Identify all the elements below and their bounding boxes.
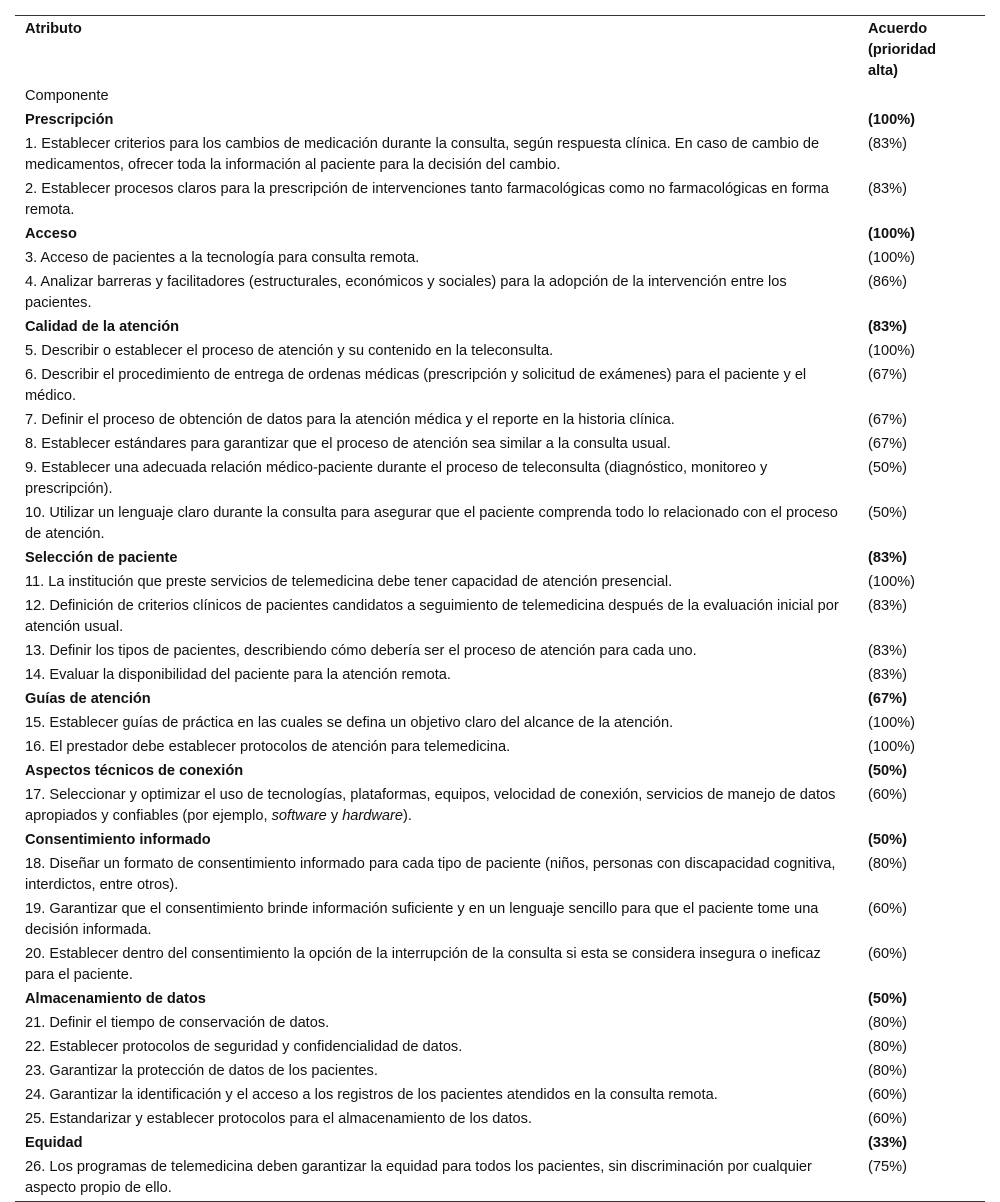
category-row (15, 1132, 985, 1156)
table-row (15, 712, 985, 736)
category-pct: (50%) (868, 763, 907, 779)
item-text: 10. Utilizar un lenguaje claro durante la consulta para asegurar que el paciente comprenda todo lo relacionado con el proceso de atención. (25, 505, 838, 542)
table-row (15, 1012, 985, 1036)
table-wrapper (15, 15, 985, 1202)
header-acuerdo-line: Acuerdo (868, 21, 928, 37)
item-text: 17. Seleccionar y optimizar el uso de tecnologías, plataformas, equipos, velocidad de conexión, servicios de manejo de datos apropiados y confiables (por ejemplo, software y hardware). (25, 787, 836, 824)
table-row (15, 457, 985, 502)
item-text: 4. Analizar barreras y facilitadores (estructurales, económicos y sociales) para la adopción de la intervención entre los pacientes. (25, 274, 787, 311)
category-title: Consentimiento informado (25, 832, 211, 848)
item-text: 11. La institución que preste servicios de telemedicina debe tener capacidad de atención presencial. (25, 574, 673, 590)
item-pct: (50%) (868, 505, 907, 521)
item-pct: (60%) (868, 946, 907, 962)
table-row (15, 271, 985, 316)
item-pct: (86%) (868, 274, 907, 290)
header-row (15, 16, 985, 85)
header-acuerdo-line: (prioridad (868, 42, 937, 58)
table-row (15, 1036, 985, 1060)
table-row (15, 1084, 985, 1108)
componente-row (15, 84, 985, 109)
item-text: 20. Establecer dentro del consentimiento la opción de la interrupción de la consulta si esta se considera insegura o ineficaz para el paciente. (25, 946, 821, 983)
table-row (15, 640, 985, 664)
category-row (15, 109, 985, 133)
table-body (15, 84, 985, 1202)
table-row (15, 736, 985, 760)
item-pct: (60%) (868, 787, 907, 803)
category-pct: (100%) (868, 112, 916, 128)
category-row (15, 316, 985, 340)
table-row (15, 247, 985, 271)
table-row (15, 853, 985, 898)
category-pct: (83%) (868, 550, 907, 566)
item-pct: (80%) (868, 1015, 907, 1031)
category-title: Acceso (25, 226, 77, 242)
item-text: 7. Definir el proceso de obtención de datos para la atención médica y el reporte en la historia clínica. (25, 412, 675, 428)
item-pct: (100%) (868, 343, 916, 359)
category-title: Guías de atención (25, 691, 151, 707)
category-row (15, 829, 985, 853)
category-row (15, 223, 985, 247)
item-text: 15. Establecer guías de práctica en las cuales se defina un objetivo claro del alcance de la atención. (25, 715, 674, 731)
category-title: Aspectos técnicos de conexión (25, 763, 244, 779)
item-pct: (83%) (868, 667, 907, 683)
category-pct: (83%) (868, 319, 907, 335)
item-pct: (83%) (868, 643, 907, 659)
table-row (15, 133, 985, 178)
table-row (15, 364, 985, 409)
table-row (15, 898, 985, 943)
item-text: 6. Describir el procedimiento de entrega de ordenas médicas (prescripción y solicitud de exámenes) para el paciente y el médico. (25, 367, 807, 404)
item-pct: (75%) (868, 1159, 907, 1175)
category-pct: (50%) (868, 991, 907, 1007)
item-text: 2. Establecer procesos claros para la prescripción de intervenciones tanto farmacológicas como no farmacológicas en forma remota. (25, 181, 829, 218)
category-row (15, 547, 985, 571)
item-text: 8. Establecer estándares para garantizar que el proceso de atención sea similar a la consulta usual. (25, 436, 671, 452)
table-row (15, 502, 985, 547)
item-text: 3. Acceso de pacientes a la tecnología para consulta remota. (25, 250, 420, 266)
item-pct: (100%) (868, 250, 916, 266)
table-row (15, 340, 985, 364)
item-pct: (100%) (868, 715, 916, 731)
item-text: 14. Evaluar la disponibilidad del paciente para la atención remota. (25, 667, 451, 683)
componente-label: Componente (25, 88, 109, 104)
item-pct: (100%) (868, 574, 916, 590)
item-pct: (100%) (868, 739, 916, 755)
item-pct: (80%) (868, 1039, 907, 1055)
category-title: Selección de paciente (25, 550, 178, 566)
item-text: 9. Establecer una adecuada relación médico-paciente durante el proceso de teleconsulta (diagnóstico, monitoreo y prescripción). (25, 460, 768, 497)
category-pct: (50%) (868, 832, 907, 848)
table-row (15, 943, 985, 988)
item-text: 12. Definición de criterios clínicos de pacientes candidatos a seguimiento de telemedicina después de la evaluación inicial por atención usual. (25, 598, 839, 635)
item-text: 1. Establecer criterios para los cambios de medicación durante la consulta, según respuesta clínica. En caso de cambio de medicamentos, ofrecer toda la información al paciente para la decisión del cambio. (25, 136, 820, 173)
item-text: 24. Garantizar la identificación y el acceso a los registros de los pacientes atendidos en la consulta remota. (25, 1087, 718, 1103)
table-row (15, 664, 985, 688)
item-text: 16. El prestador debe establecer protocolos de atención para telemedicina. (25, 739, 511, 755)
table-row (15, 784, 985, 829)
item-pct: (67%) (868, 367, 907, 383)
item-pct: (83%) (868, 136, 907, 152)
item-text: 18. Diseñar un formato de consentimiento informado para cada tipo de paciente (niños, personas con discapacidad cognitiva, interdictos, entre otros). (25, 856, 836, 893)
item-pct: (67%) (868, 412, 907, 428)
table-row (15, 409, 985, 433)
table-row (15, 1060, 985, 1084)
item-text: 23. Garantizar la protección de datos de los pacientes. (25, 1063, 378, 1079)
table-row (15, 433, 985, 457)
table-row (15, 595, 985, 640)
header-atributo: Atributo (25, 21, 82, 37)
category-title: Almacenamiento de datos (25, 991, 206, 1007)
item-text: 21. Definir el tiempo de conservación de datos. (25, 1015, 330, 1031)
item-text: 25. Estandarizar y establecer protocolos para el almacenamiento de los datos. (25, 1111, 533, 1127)
item-pct: (60%) (868, 901, 907, 917)
item-pct: (60%) (868, 1087, 907, 1103)
item-pct: (80%) (868, 856, 907, 872)
category-title: Prescripción (25, 112, 114, 128)
item-pct: (50%) (868, 460, 907, 476)
table-row (15, 178, 985, 223)
table-row (15, 1156, 985, 1202)
item-text: 22. Establecer protocolos de seguridad y confidencialidad de datos. (25, 1039, 463, 1055)
item-pct: (67%) (868, 436, 907, 452)
item-text: 26. Los programas de telemedicina deben garantizar la equidad para todos los pacientes, sin discriminación por cualquier aspecto propio de ello. (25, 1159, 812, 1196)
table-row (15, 571, 985, 595)
category-pct: (33%) (868, 1135, 907, 1151)
header-acuerdo-line: alta) (868, 63, 899, 79)
item-pct: (80%) (868, 1063, 907, 1079)
header-acuerdo (858, 16, 985, 85)
item-pct: (83%) (868, 598, 907, 614)
item-text: 5. Describir o establecer el proceso de atención y su contenido en la teleconsulta. (25, 343, 554, 359)
category-row (15, 688, 985, 712)
category-row (15, 988, 985, 1012)
item-text: 13. Definir los tipos de pacientes, describiendo cómo debería ser el proceso de atención para cada uno. (25, 643, 697, 659)
item-text: 19. Garantizar que el consentimiento brinde información suficiente y en un lenguaje sencillo para que el paciente tome una decisión informada. (25, 901, 819, 938)
category-pct: (67%) (868, 691, 907, 707)
category-pct: (100%) (868, 226, 916, 242)
category-row (15, 760, 985, 784)
attributes-table (15, 15, 985, 1202)
item-pct: (83%) (868, 181, 907, 197)
item-pct: (60%) (868, 1111, 907, 1127)
category-title: Equidad (25, 1135, 83, 1151)
category-title: Calidad de la atención (25, 319, 180, 335)
table-row (15, 1108, 985, 1132)
